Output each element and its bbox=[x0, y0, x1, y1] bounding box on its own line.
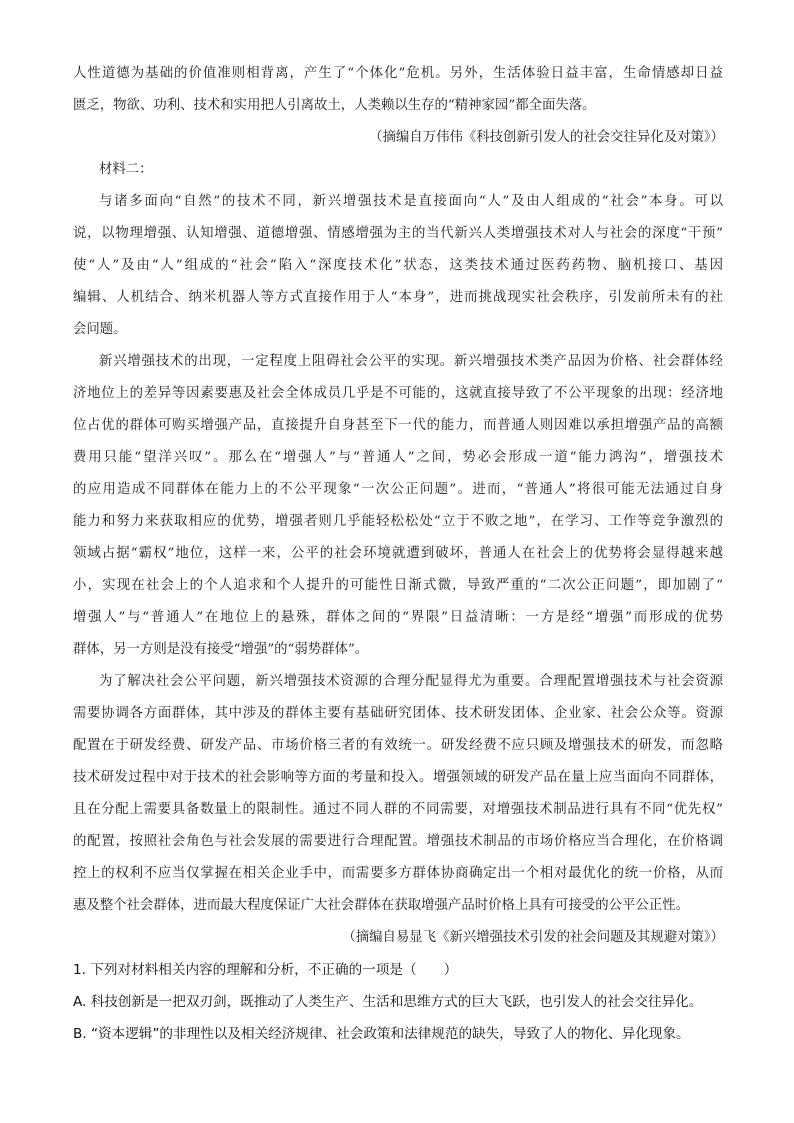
paragraph-line: 增强人”与“普通人”在地位上的悬殊，群体之间的“界限”日益清晰：一方是经“增强”而形成的优势 bbox=[73, 610, 723, 625]
passage1-source: （摘编自万伟伟《科技创新引发人的社会交往异化及对策》） bbox=[369, 130, 724, 145]
question-stem: 1. 下列对材料相关内容的理解和分析，不正确的一项是（ ） bbox=[73, 962, 458, 978]
paragraph-line: 使“人”及由“人”组成的“社会”陷入“深度技术化”状态，这类技术通过医药药物、脑机接口、基因 bbox=[73, 258, 723, 273]
paragraph-line: 说，以物理增强、认知增强、道德增强、情感增强为主的当代新兴人类增强技术对人与社会的深度“干预” bbox=[73, 226, 723, 241]
paragraph-line: 与诸多面向“自然”的技术不同，新兴增强技术是直接面向“人”及由人组成的“社会”本身。可以 bbox=[99, 194, 723, 209]
passage1-line: 匮乏，物欲、功利、技术和实用把人引离故土，人类赖以生存的“精神家园”都全面失落。 bbox=[73, 98, 596, 113]
paragraph-line: 的配置，按照社会角色与社会发展的需要进行合理配置。增强技术制品的市场价格应当合理化，在价格调 bbox=[73, 834, 723, 849]
paragraph-line: 配置在于研发经费、研发产品、市场价格三者的有效统一。研发经费不应只顾及增强技术的研发，而忽略 bbox=[73, 738, 723, 753]
paragraph-line: 群体，另一方则是没有接受“增强”的“弱势群体”。 bbox=[73, 642, 369, 657]
material2-source: （摘编自易显飞《新兴增强技术引发的社会问题及其规避对策》） bbox=[342, 930, 724, 945]
paragraph-line: 领域占据“霸权”地位，这样一来，公平的社会环境就遭到破坏，普通人在社会上的优势将会显得越来越 bbox=[73, 546, 723, 561]
paragraph-line: 控上的权利不应当仅掌握在相关企业手中，而需要多方群体协商确定出一个相对最优化的统一价格，从而 bbox=[73, 866, 723, 881]
paragraph-line: 惠及整个社会群体，进而最大程度保证广大社会群体在获取增强产品时价格上具有可接受的公平公正性。 bbox=[73, 898, 689, 913]
paragraph-line: 能力和努力来获取相应的优势，增强者则几乎能轻松松处“立于不败之地”，在学习、工作等竞争激烈的 bbox=[73, 514, 723, 529]
paragraph-line: 的应用造成不同群体在能力上的不公平现象“一次公正问题”。进而，“普通人”将很可能无法通过自身 bbox=[73, 482, 723, 497]
material2-heading: 材料二： bbox=[99, 162, 153, 177]
paragraph-line: 编辑、人机结合、纳米机器人等方式直接作用于人“本身”，进而挑战现实社会秩序，引发前所未有的社 bbox=[73, 290, 723, 305]
paragraph-line: 费用只能“望洋兴叹”。那么在“增强人”与“普通人”之间，势必会形成一道“能力鸿沟”，增强技术 bbox=[73, 450, 723, 465]
paragraph-line: 位占优的群体可购买增强产品，直接提升自身甚至下一代的能力，而普通人则因难以承担增强产品的高额 bbox=[73, 418, 723, 433]
option-b[interactable]: B. “资本逻辑”的非理性以及相关经济规律、社会政策和法律规范的缺失，导致了人的物化、异化现象。 bbox=[73, 1026, 690, 1042]
paragraph-line: 小，实现在社会上的个人追求和个人提升的可能性日渐式微，导致严重的“二次公正问题”，即加剧了“ bbox=[73, 578, 723, 593]
paragraph-line: 需要协调各方面群体，其中涉及的群体主要有基础研究团体、技术研发团体、企业家、社会公众等。资源 bbox=[73, 706, 723, 721]
paragraph-line: 会问题。 bbox=[73, 322, 127, 337]
option-a[interactable]: A. 科技创新是一把双刃剑，既推动了人类生产、生活和思维方式的巨大飞跃，也引发人的社会交往异化。 bbox=[73, 994, 703, 1010]
paragraph-line: 为了解决社会公平问题，新兴增强技术资源的合理分配显得尤为重要。合理配置增强技术与社会资源 bbox=[99, 674, 723, 689]
paragraph-line: 济地位上的差异等因素要惠及社会全体成员几乎是不可能的，这就直接导致了不公平现象的出现：经济地 bbox=[73, 386, 723, 401]
paragraph-line: 技术研发过程中对于技术的社会影响等方面的考量和投入。增强领域的研发产品在量上应当面向不同群体， bbox=[73, 770, 723, 785]
passage1-line: 人性道德为基础的价值准则相背离，产生了“个体化”危机。另外，生活体验日益丰富，生命情感却日益 bbox=[73, 66, 723, 81]
paragraph-line: 且在分配上需要具备数量上的限制性。通过不同人群的不同需要，对增强技术制品进行具有不同“优先权” bbox=[73, 802, 723, 817]
paragraph-line: 新兴增强技术的出现，一定程度上阻碍社会公平的实现。新兴增强技术类产品因为价格、社会群体经 bbox=[99, 354, 723, 369]
